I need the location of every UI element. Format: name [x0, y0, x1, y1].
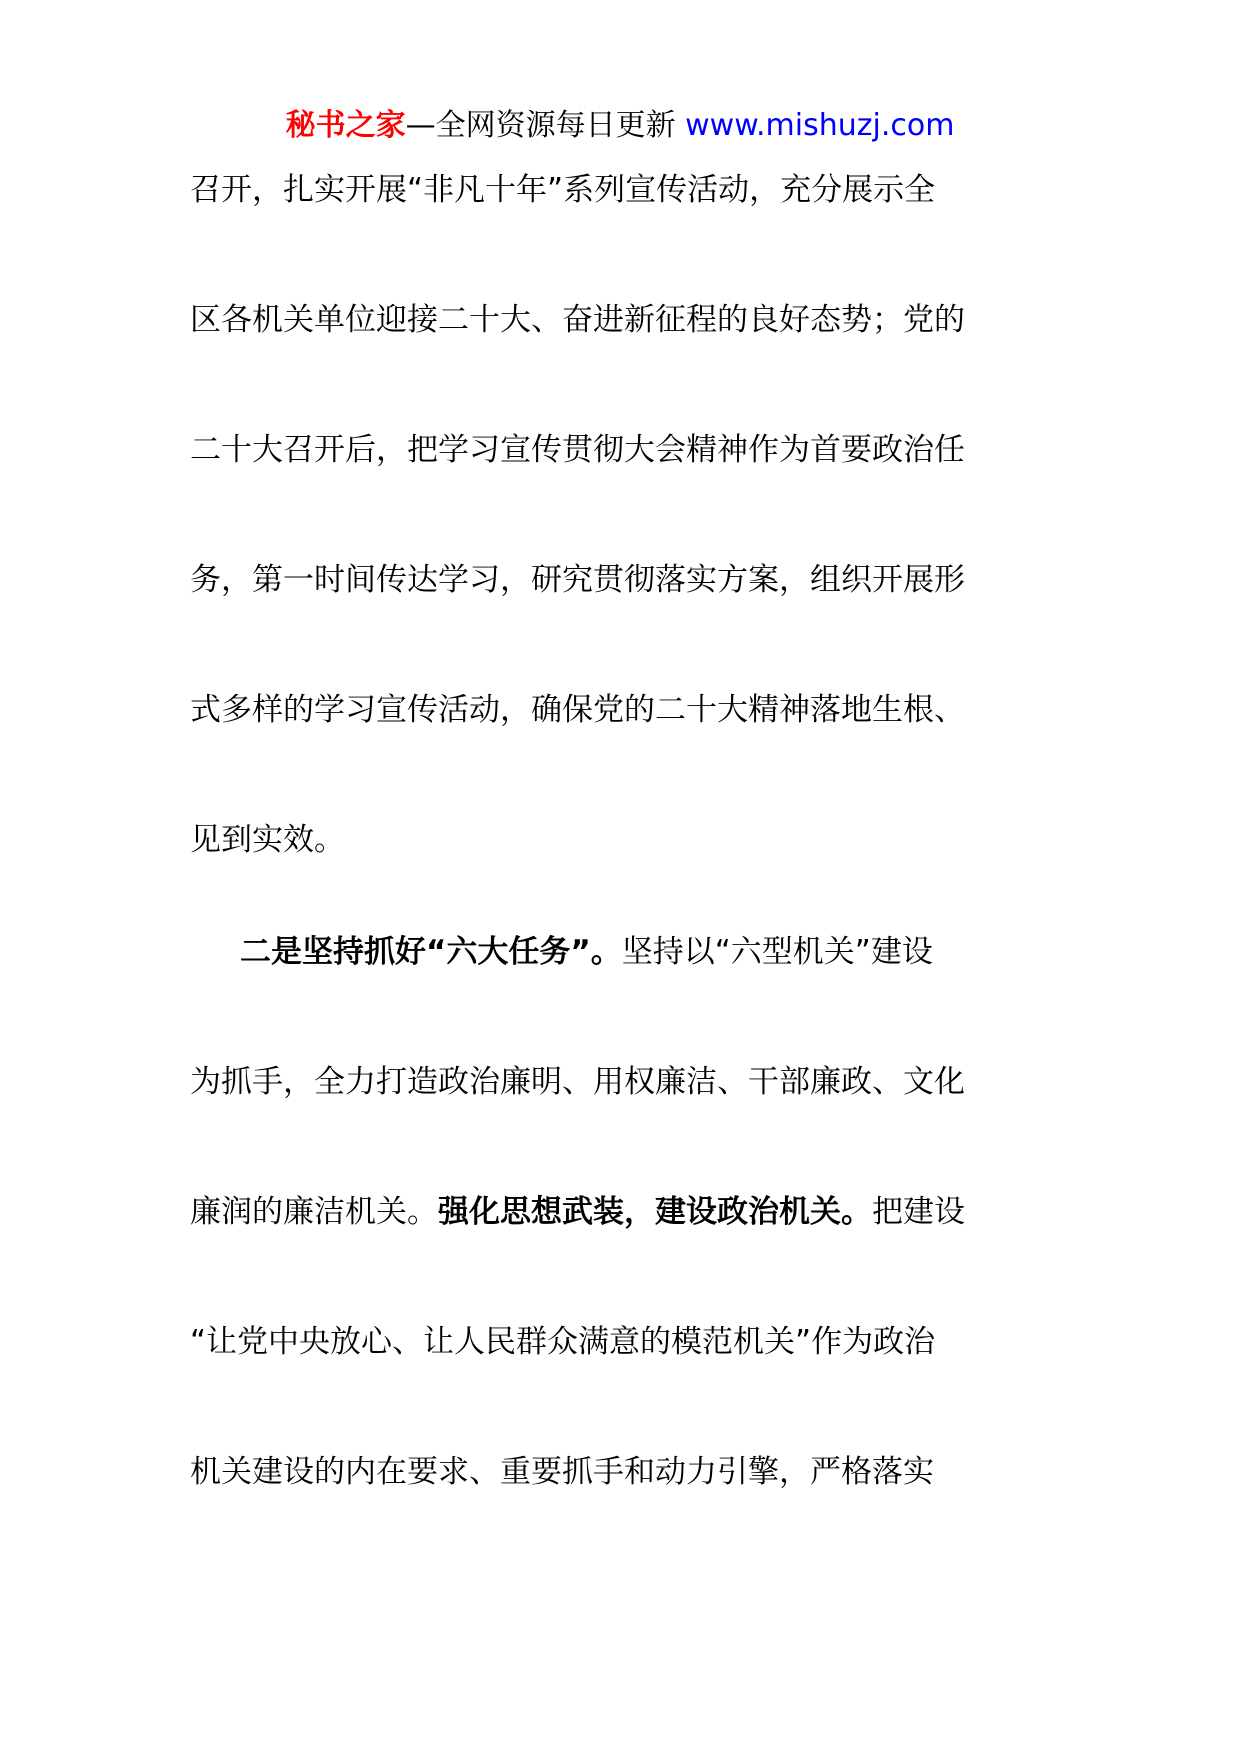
- para2-subheading: 强化思想武装，建设政治机关。: [438, 1194, 872, 1230]
- header-tagline: —全网资源每日更新: [405, 108, 686, 143]
- para2-line-2: 为抓手，全力打造政治廉明、用权廉洁、干部廉政、文化: [190, 1064, 965, 1100]
- body-line-5: 式多样的学习宣传活动，确保党的二十大精神落地生根、: [190, 692, 965, 728]
- body-line-1: 召开，扎实开展“非凡十年”系列宣传活动，充分展示全: [190, 172, 936, 208]
- para2-line-3: [190, 1190, 965, 1234]
- body-line-3: 二十大召开后，把学习宣传贯彻大会精神作为首要政治任: [190, 432, 965, 468]
- para2-line-3-end: 把建设: [872, 1194, 965, 1230]
- para2-heading: 二是坚持抓好“六大任务”。: [240, 934, 622, 970]
- body-line-6: 见到实效。: [190, 822, 345, 858]
- para2-line-3-start: 廉润的廉洁机关。: [190, 1194, 438, 1230]
- header-url-link[interactable]: www.mishuzj.com: [685, 108, 955, 143]
- page-header: [0, 104, 1240, 148]
- para2-line-1: [240, 930, 933, 974]
- para2-line-1-text: 坚持以“六型机关”建设: [621, 934, 933, 970]
- para2-line-4: “让党中央放心、让人民群众满意的模范机关”作为政治: [190, 1324, 936, 1360]
- header-brand: 秘书之家: [285, 108, 406, 143]
- body-line-2: 区各机关单位迎接二十大、奋进新征程的良好态势；党的: [190, 302, 965, 338]
- body-line-4: 务，第一时间传达学习，研究贯彻落实方案，组织开展形: [190, 562, 965, 598]
- para2-line-5: 机关建设的内在要求、重要抓手和动力引擎，严格落实: [190, 1454, 934, 1490]
